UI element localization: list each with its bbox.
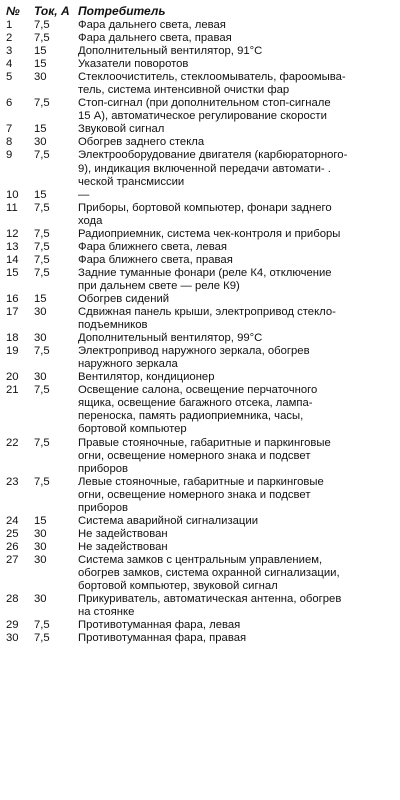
fuse-current: 30	[34, 71, 47, 84]
fuse-consumer	[78, 541, 394, 554]
table-row	[6, 202, 394, 228]
fuse-consumer	[78, 149, 394, 188]
fuse-number: 18	[6, 332, 19, 345]
fuse-number: 25	[6, 527, 19, 540]
consumer-line: Дополнительный вентилятор, 99°С	[78, 332, 263, 345]
fuse-consumer	[78, 515, 394, 528]
fuse-number: 30	[6, 632, 19, 645]
fuse-current: 15	[34, 292, 47, 305]
fuse-current: 7,5	[34, 19, 50, 31]
consumer-line: обогрев замков, система охранной сигнализации,	[78, 566, 340, 579]
consumer-line: при дальнем свете — реле К9)	[78, 279, 240, 292]
fuse-consumer	[78, 619, 394, 632]
fuse-number: 15	[6, 266, 19, 279]
table-row	[6, 541, 394, 554]
fuse-number: 23	[6, 475, 19, 488]
consumer-line: Прикуриватель, автоматическая антенна, обогрев	[78, 593, 342, 606]
consumer-line: Звуковой сигнал	[78, 123, 165, 136]
consumer-line: на стоянке	[78, 606, 135, 619]
fuse-consumer	[78, 202, 394, 228]
table-row	[6, 371, 394, 384]
fuse-consumer	[78, 293, 394, 306]
fuse-number: 20	[6, 371, 19, 384]
fuse-number: 16	[6, 292, 19, 305]
consumer-line: Освещение салона, освещение перчаточного	[78, 384, 318, 397]
table-row	[6, 554, 394, 593]
consumer-line: переноска, память радиоприемника, часы,	[78, 410, 304, 423]
fuse-consumer	[78, 384, 394, 436]
fuse-number: 8	[6, 136, 13, 149]
fuse-current: 7,5	[34, 266, 50, 279]
table-row	[6, 241, 394, 254]
fuse-number: 13	[6, 240, 19, 253]
fuse-number: 21	[6, 384, 19, 397]
table-row	[6, 189, 394, 202]
consumer-line: Электрооборудование двигателя (карбюраторного-	[78, 149, 348, 162]
consumer-line: приборов	[78, 501, 129, 514]
consumer-line: Противотуманная фара, правая	[78, 632, 247, 645]
table-row	[6, 58, 394, 71]
fuse-current: 7,5	[34, 436, 50, 449]
fuse-number: 27	[6, 553, 19, 566]
fuse-current: 7,5	[34, 345, 50, 358]
table-row	[6, 228, 394, 241]
fuse-consumer	[78, 306, 394, 332]
table-row	[6, 515, 394, 528]
fuse-number: 6	[6, 97, 13, 110]
fuse-number: 2	[6, 32, 13, 45]
table-row	[6, 332, 394, 345]
consumer-line: бортовой компьютер	[78, 423, 187, 436]
table-row	[6, 149, 394, 188]
fuse-current: 7,5	[34, 32, 50, 45]
consumer-line: Система аварийной сигнализации	[78, 514, 259, 527]
fuse-consumer	[78, 228, 394, 241]
consumer-line: Обогрев заднего стекла	[78, 136, 205, 149]
table-row	[6, 254, 394, 267]
fuse-number: 24	[6, 514, 19, 527]
table-row	[6, 32, 394, 45]
fuse-consumer	[78, 241, 394, 254]
fuse-current: 30	[34, 553, 47, 566]
consumer-line: Фара дальнего света, левая	[78, 19, 226, 31]
consumer-line: 15 А), автоматическое регулирование скорости	[78, 110, 327, 123]
consumer-line: Электропривод наружного зеркала, обогрев	[78, 345, 310, 358]
fuse-consumer	[78, 332, 394, 345]
consumer-line: Фара дальнего света, правая	[78, 32, 232, 45]
fuse-number: 14	[6, 253, 19, 266]
fuse-consumer	[78, 58, 394, 71]
consumer-line: Противотуманная фара, левая	[78, 619, 241, 632]
table-row	[6, 384, 394, 436]
consumer-line: Стоп-сигнал (при дополнительном стоп-сигнале	[78, 97, 331, 110]
consumer-line: Правые стояночные, габаритные и паркинговые	[78, 436, 331, 449]
table-row	[6, 437, 394, 476]
consumer-line: Приборы, бортовой компьютер, фонари заднего	[78, 201, 332, 214]
fuse-consumer	[78, 97, 394, 123]
consumer-line: ящика, освещение багажного отсека, лампа-	[78, 397, 313, 410]
fuse-current: 7,5	[34, 475, 50, 488]
header-current: Ток, А	[34, 4, 70, 18]
fuse-consumer	[78, 554, 394, 593]
table-row	[6, 123, 394, 136]
consumer-line: Не задействован	[78, 527, 168, 540]
fuse-consumer	[78, 254, 394, 267]
consumer-line: Радиоприемник, система чек-контроля и приборы	[78, 227, 341, 240]
table-row	[6, 19, 394, 32]
table-row	[6, 528, 394, 541]
fuse-number: 29	[6, 619, 19, 632]
table-row	[6, 345, 394, 371]
table-row	[6, 71, 394, 97]
fuse-consumer	[78, 123, 394, 136]
fuse-current: 7,5	[34, 619, 50, 632]
fuse-current: 7,5	[34, 149, 50, 162]
consumer-line: наружного зеркала	[78, 358, 178, 371]
consumer-line: Фара ближнего света, левая	[78, 240, 227, 253]
fuse-number: 10	[6, 188, 19, 201]
consumer-line: Вентилятор, кондиционер	[78, 371, 215, 384]
fuse-consumer	[78, 32, 394, 45]
table-row	[6, 45, 394, 58]
fuse-current: 15	[34, 45, 47, 58]
fuse-current: 30	[34, 527, 47, 540]
fuse-current: 30	[34, 371, 47, 384]
fuse-number: 7	[6, 123, 13, 136]
consumer-line: Система замков с центральным управлением,	[78, 553, 323, 566]
fuse-current: 7,5	[34, 97, 50, 110]
fuse-current: 30	[34, 593, 47, 606]
fuse-current: 30	[34, 306, 47, 319]
consumer-line: Стеклоочиститель, стеклоомыватель, фароомыва-	[78, 71, 346, 84]
header-consumer: Потребитель	[78, 4, 166, 18]
fuse-current: 7,5	[34, 240, 50, 253]
consumer-line: хода	[78, 214, 103, 227]
consumer-line: подъемников	[78, 319, 148, 332]
consumer-line: Не задействован	[78, 540, 168, 553]
consumer-line: приборов	[78, 462, 129, 475]
fuse-current: 30	[34, 540, 47, 553]
table-row	[6, 632, 394, 645]
consumer-line: Указатели поворотов	[78, 58, 189, 71]
table-row	[6, 619, 394, 632]
fuse-consumer	[78, 345, 394, 371]
fuse-current: 15	[34, 58, 47, 71]
fuse-current: 7,5	[34, 384, 50, 397]
table-header	[6, 4, 394, 18]
fuse-number: 19	[6, 345, 19, 358]
fuse-current: 7,5	[34, 632, 50, 645]
fuse-consumer	[78, 593, 394, 619]
fuse-current: 15	[34, 123, 47, 136]
fuse-current: 30	[34, 332, 47, 345]
consumer-line: ческой трансмиссии	[78, 175, 185, 188]
header-number: №	[6, 4, 20, 18]
consumer-line: тель, система интенсивной очистки фар	[78, 84, 290, 97]
fuse-number: 3	[6, 45, 13, 58]
fuse-current: 7,5	[34, 227, 50, 240]
table-row	[6, 136, 394, 149]
consumer-line: огни, освещение номерного знака и подсвет	[78, 488, 311, 501]
consumer-line: Левые стояночные, габаритные и паркинговые	[78, 475, 324, 488]
fuse-consumer	[78, 19, 394, 32]
fuse-consumer	[78, 189, 394, 202]
fuse-consumer	[78, 71, 394, 97]
table-row	[6, 293, 394, 306]
fuse-consumer	[78, 437, 394, 476]
table-body	[6, 19, 394, 645]
fuse-current: 7,5	[34, 201, 50, 214]
fuse-number: 9	[6, 149, 13, 162]
consumer-line: огни, освещение номерного знака и подсвет	[78, 449, 311, 462]
fuse-current: 15	[34, 188, 47, 201]
fuse-number: 5	[6, 71, 13, 84]
consumer-line: бортовой компьютер, звуковой сигнал	[78, 580, 278, 593]
fuse-consumer	[78, 476, 394, 515]
fuse-number: 17	[6, 306, 19, 319]
consumer-line: 9), индикация включенной передачи автомати- .	[78, 162, 331, 175]
fuse-consumer	[78, 136, 394, 149]
consumer-line: Дополнительный вентилятор, 91°С	[78, 45, 263, 58]
fuse-consumer	[78, 528, 394, 541]
fuse-number: 1	[6, 19, 13, 31]
table-row	[6, 97, 394, 123]
fuse-consumer	[78, 267, 394, 293]
table-row	[6, 267, 394, 293]
fuse-number: 4	[6, 58, 13, 71]
fuse-current: 7,5	[34, 253, 50, 266]
fuse-consumer	[78, 371, 394, 384]
fuse-number: 22	[6, 436, 19, 449]
fuse-current: 15	[34, 514, 47, 527]
fuse-number: 28	[6, 593, 19, 606]
table-row	[6, 476, 394, 515]
table-row	[6, 306, 394, 332]
consumer-line: Задние туманные фонари (реле К4, отключение	[78, 266, 332, 279]
consumer-line: Сдвижная панель крыши, электропривод стекло-	[78, 306, 336, 319]
fuse-number: 26	[6, 540, 19, 553]
consumer-line: Обогрев сидений	[78, 292, 170, 305]
fuse-consumer	[78, 45, 394, 58]
fuse-number: 12	[6, 227, 19, 240]
table-row	[6, 593, 394, 619]
consumer-line: —	[78, 188, 90, 201]
fuse-consumer	[78, 632, 394, 645]
fuse-current: 30	[34, 136, 47, 149]
consumer-line: Фара ближнего света, правая	[78, 253, 233, 266]
fuse-number: 11	[6, 201, 18, 214]
